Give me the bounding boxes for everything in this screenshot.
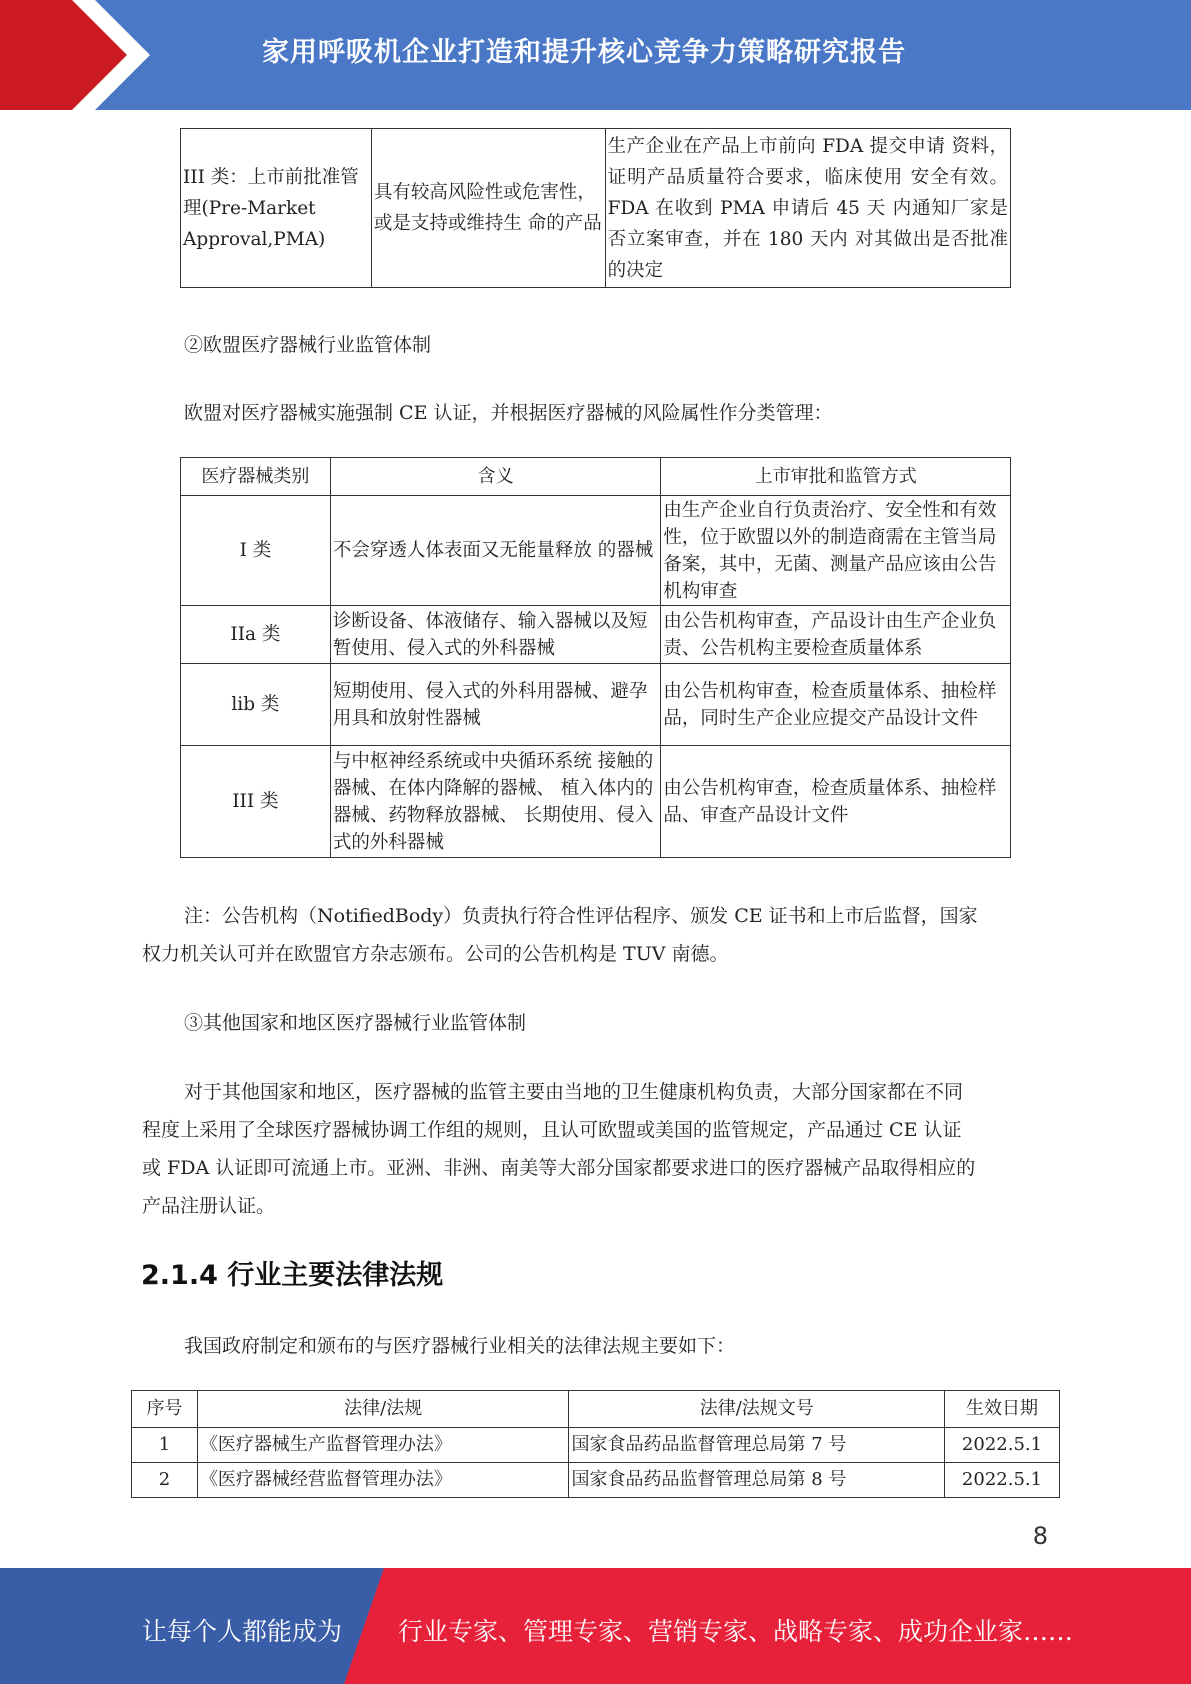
laws-intro-text: 我国政府制定和颁布的与医疗器械行业相关的法律法规主要如下： xyxy=(184,1335,736,1357)
table-cell: lib 类 xyxy=(181,664,331,746)
page-footer xyxy=(0,1568,1191,1684)
fda-classification-table xyxy=(180,128,1011,288)
column-header: 法律/法规 xyxy=(197,1391,569,1428)
note-line-1: 注：公告机构（NotifiedBody）负责执行符合性评估程序、颁发 CE 证书和上市后监督，国家 xyxy=(184,905,978,927)
table-cell: III 类：上市前批准管理(Pre-Market Approval,PMA) xyxy=(181,129,372,288)
page-header xyxy=(0,0,1191,110)
table-cell: 由公告机构审查，检查质量体系、抽检样品、审查产品设计文件 xyxy=(661,746,1011,858)
table-row xyxy=(181,606,1011,664)
table-row xyxy=(181,496,1011,606)
table-cell: 由公告机构审查，检查质量体系、抽检样品，同时生产企业应提交产品设计文件 xyxy=(661,664,1011,746)
column-header: 序号 xyxy=(132,1391,198,1428)
table-cell: 《医疗器械经营监督管理办法》 xyxy=(197,1463,569,1498)
column-header: 法律/法规文号 xyxy=(569,1391,945,1428)
eu-classification-table xyxy=(180,457,1011,858)
paragraph-line: 对于其他国家和地区，医疗器械的监管主要由当地的卫生健康机构负责，大部分国家都在不同 xyxy=(184,1081,964,1103)
laws-table xyxy=(131,1390,1060,1498)
footer-slogan-left: 让每个人都能成为 xyxy=(142,1617,343,1646)
paragraph-line: 程度上采用了全球医疗器械协调工作组的规则，且认可欧盟或美国的监管规定，产品通过 CE 认证 xyxy=(142,1119,962,1141)
table-cell: III 类 xyxy=(181,746,331,858)
note-line-2: 权力机关认可并在欧盟官方杂志颁布。公司的公告机构是 TUV 南德。 xyxy=(142,943,729,965)
table-row xyxy=(181,746,1011,858)
section-heading-laws: 2.1.4 行业主要法律法规 xyxy=(141,1260,444,1291)
table-row xyxy=(181,129,1011,288)
paragraph-line: 或 FDA 认证即可流通上市。亚洲、非洲、南美等大部分国家都要求进口的医疗器械产品取得相应的 xyxy=(142,1157,976,1179)
table-cell: 国家食品药品监督管理总局第 7 号 xyxy=(569,1428,945,1463)
table-header-row xyxy=(132,1391,1060,1428)
column-header: 生效日期 xyxy=(945,1391,1060,1428)
table-cell: 由生产企业自行负责治疗、安全性和有效性，位于欧盟以外的制造商需在主管当局备案，其中，无菌、测量产品应该由公告机构审查 xyxy=(661,496,1011,606)
table-cell: 2022.5.1 xyxy=(945,1428,1060,1463)
table-cell: 1 xyxy=(132,1428,198,1463)
table-cell: IIa 类 xyxy=(181,606,331,664)
page-number: 8 xyxy=(1032,1522,1048,1550)
table-cell: 2022.5.1 xyxy=(945,1463,1060,1498)
table-cell: 生产企业在产品上市前向 FDA 提交申请 资料，证明产品质量符合要求，临床使用 安全有效。FDA 在收到 PMA 申请后 45 天 内通知厂家是否立案审查，并在 180 天内 对其做出是否批准的决定 xyxy=(605,129,1010,288)
table-cell: I 类 xyxy=(181,496,331,606)
table-cell: 国家食品药品监督管理总局第 8 号 xyxy=(569,1463,945,1498)
section-heading-eu: ②欧盟医疗器械行业监管体制 xyxy=(184,334,432,356)
column-header: 医疗器械类别 xyxy=(181,458,331,496)
table-cell: 具有较高风险性或危害性，或是支持或维持生 命的产品 xyxy=(371,129,605,288)
column-header: 含义 xyxy=(330,458,661,496)
table-row xyxy=(132,1463,1060,1498)
table-cell: 与中枢神经系统或中央循环系统 接触的器械、在体内降解的器械、 植入体内的器械、药物释放器械、 长期使用、侵入式的外科器械 xyxy=(330,746,661,858)
header-arrow-decoration xyxy=(0,0,160,110)
table-cell: 短期使用、侵入式的外科用器械、避孕用具和放射性器械 xyxy=(330,664,661,746)
table-cell: 2 xyxy=(132,1463,198,1498)
paragraph-line: 产品注册认证。 xyxy=(142,1195,276,1217)
report-title: 家用呼吸机企业打造和提升核心竞争力策略研究报告 xyxy=(262,37,906,68)
table-cell: 《医疗器械生产监督管理办法》 xyxy=(197,1428,569,1463)
table-cell: 不会穿透人体表面又无能量释放 的器械 xyxy=(330,496,661,606)
table-row xyxy=(132,1428,1060,1463)
eu-intro-text: 欧盟对医疗器械实施强制 CE 认证，并根据医疗器械的风险属性作分类管理： xyxy=(184,402,833,424)
table-header-row xyxy=(181,458,1011,496)
table-row xyxy=(181,664,1011,746)
table-cell: 由公告机构审查，产品设计由生产企业负责、公告机构主要检查质量体系 xyxy=(661,606,1011,664)
table-cell: 诊断设备、体液储存、输入器械以及短暂使用、侵入式的外科器械 xyxy=(330,606,661,664)
footer-slogan-right: 行业专家、管理专家、营销专家、战略专家、成功企业家…… xyxy=(398,1617,1074,1646)
section-heading-other: ③其他国家和地区医疗器械行业监管体制 xyxy=(184,1012,527,1034)
column-header: 上市审批和监管方式 xyxy=(661,458,1011,496)
